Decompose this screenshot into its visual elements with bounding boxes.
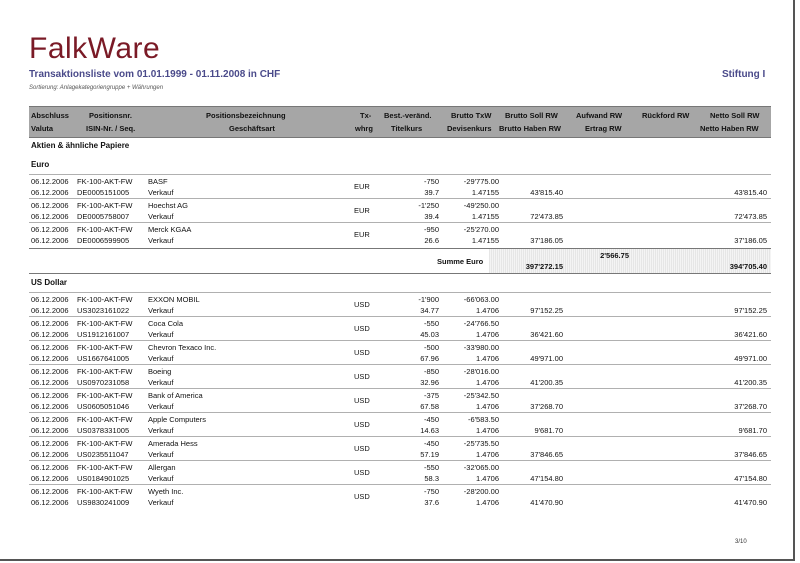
col-tx: Tx-: [360, 111, 372, 120]
valuta-date: 06.12.2006: [31, 188, 69, 197]
brutto-txw: -28'200.00: [463, 487, 499, 496]
currency-code: USD: [354, 492, 370, 501]
col-isin: ISIN-Nr. / Seq.: [86, 124, 136, 133]
title-price: 58.3: [424, 474, 439, 483]
col-abschluss: Abschluss: [31, 111, 69, 120]
table-row: [29, 460, 771, 485]
brutto-haben-rw: 72'473.85: [530, 212, 563, 221]
col-brutto-haben-rw: Brutto Haben RW: [499, 124, 561, 133]
position-name: Bank of America: [148, 391, 203, 400]
table-row: [29, 340, 771, 365]
netto-haben-rw: 37'186.05: [734, 236, 767, 245]
title-price: 26.6: [424, 236, 439, 245]
brutto-txw: -25'342.50: [463, 391, 499, 400]
col-best-veraend: Best.-veränd.: [384, 111, 432, 120]
valuta-date: 06.12.2006: [31, 236, 69, 245]
sum-aufwand: 2'566.75: [600, 251, 629, 260]
col-geschaeftsart: Geschäftsart: [229, 124, 275, 133]
col-positionsbezeichnung: Positionsbezeichnung: [206, 111, 286, 120]
netto-haben-rw: 37'268.70: [734, 402, 767, 411]
currency-code: USD: [354, 420, 370, 429]
position-name: Apple Computers: [148, 415, 206, 424]
netto-haben-rw: 37'846.65: [734, 450, 767, 459]
report-title: Transaktionsliste vom 01.01.1999 - 01.11.2008 in CHF: [29, 69, 281, 80]
exchange-rate: 1.47155: [471, 188, 499, 197]
exchange-rate: 1.47155: [471, 236, 499, 245]
abschluss-date: 06.12.2006: [31, 177, 69, 186]
currency-code: USD: [354, 324, 370, 333]
position-number: FK-100-AKT-FW: [77, 295, 133, 304]
exchange-rate: 1.47155: [471, 212, 499, 221]
brutto-txw: -28'016.00: [463, 367, 499, 376]
abschluss-date: 06.12.2006: [31, 463, 69, 472]
quantity-change: -850: [423, 367, 439, 376]
isin-number: US9830241009: [77, 498, 130, 507]
isin-number: DE0005151005: [77, 188, 130, 197]
netto-haben-rw: 97'152.25: [734, 306, 767, 315]
isin-number: US0970231058: [77, 378, 130, 387]
valuta-date: 06.12.2006: [31, 426, 69, 435]
sum-netto: 394'705.40: [729, 262, 767, 271]
brutto-haben-rw: 9'681.70: [534, 426, 563, 435]
valuta-date: 06.12.2006: [31, 378, 69, 387]
netto-haben-rw: 47'154.80: [734, 474, 767, 483]
brutto-txw: -29'775.00: [463, 177, 499, 186]
quantity-change: -950: [423, 225, 439, 234]
table-row: [29, 316, 771, 341]
position-number: FK-100-AKT-FW: [77, 343, 133, 352]
netto-haben-rw: 43'815.40: [734, 188, 767, 197]
currency-code: USD: [354, 348, 370, 357]
abschluss-date: 06.12.2006: [31, 391, 69, 400]
exchange-rate: 1.4706: [476, 474, 499, 483]
brutto-txw: -32'065.00: [463, 463, 499, 472]
quantity-change: -450: [423, 415, 439, 424]
title-price: 67.58: [420, 402, 439, 411]
sum-label: Summe Euro: [437, 257, 484, 266]
brutto-haben-rw: 97'152.25: [530, 306, 563, 315]
transaction-type: Verkauf: [148, 474, 174, 483]
sum-brutto-haben: 397'272.15: [525, 262, 563, 271]
quantity-change: -1'250: [418, 201, 439, 210]
position-name: EXXON MOBIL: [148, 295, 200, 304]
valuta-date: 06.12.2006: [31, 450, 69, 459]
position-number: FK-100-AKT-FW: [77, 225, 133, 234]
currency-code: USD: [354, 444, 370, 453]
position-name: Hoechst AG: [148, 201, 189, 210]
table-row: [29, 388, 771, 413]
abschluss-date: 06.12.2006: [31, 487, 69, 496]
table-row: [29, 222, 771, 247]
brutto-txw: -6'583.50: [467, 415, 499, 424]
brutto-haben-rw: 37'186.05: [530, 236, 563, 245]
title-price: 34.77: [420, 306, 439, 315]
isin-number: US3023161022: [77, 306, 130, 315]
page-number: 3/10: [735, 539, 747, 545]
column-header-row: [29, 106, 771, 138]
table-row: [29, 364, 771, 389]
valuta-date: 06.12.2006: [31, 330, 69, 339]
transaction-type: Verkauf: [148, 236, 174, 245]
valuta-date: 06.12.2006: [31, 402, 69, 411]
brutto-txw: -33'980.00: [463, 343, 499, 352]
position-name: Boeing: [148, 367, 172, 376]
title-price: 39.4: [424, 212, 439, 221]
position-number: FK-100-AKT-FW: [77, 367, 133, 376]
currency-code: USD: [354, 300, 370, 309]
transaction-type: Verkauf: [148, 330, 174, 339]
position-number: FK-100-AKT-FW: [77, 319, 133, 328]
netto-haben-rw: 36'421.60: [734, 330, 767, 339]
entity-name: Stiftung I: [722, 69, 766, 80]
position-number: FK-100-AKT-FW: [77, 415, 133, 424]
transaction-type: Verkauf: [148, 498, 174, 507]
transaction-type: Verkauf: [148, 212, 174, 221]
brutto-haben-rw: 36'421.60: [530, 330, 563, 339]
col-aufwand-rw: Aufwand RW: [576, 111, 623, 120]
brutto-haben-rw: 47'154.80: [530, 474, 563, 483]
table-row: [29, 292, 771, 317]
valuta-date: 06.12.2006: [31, 498, 69, 507]
position-number: FK-100-AKT-FW: [77, 463, 133, 472]
currency-code: USD: [354, 468, 370, 477]
col-valuta: Valuta: [31, 124, 54, 133]
position-name: Merck KGAA: [148, 225, 192, 234]
currency-title-usd: US Dollar: [31, 278, 68, 287]
isin-number: US0235511047: [77, 450, 129, 459]
brutto-haben-rw: 43'815.40: [530, 188, 563, 197]
valuta-date: 06.12.2006: [31, 474, 69, 483]
abschluss-date: 06.12.2006: [31, 201, 69, 210]
position-number: FK-100-AKT-FW: [77, 177, 133, 186]
isin-number: US1667641005: [77, 354, 130, 363]
exchange-rate: 1.4706: [476, 354, 499, 363]
position-name: BASF: [148, 177, 168, 186]
brutto-txw: -25'735.50: [463, 439, 499, 448]
isin-number: US1912161007: [77, 330, 130, 339]
col-netto-haben-rw: Netto Haben RW: [700, 124, 759, 133]
col-netto-soll-rw: Netto Soll RW: [710, 111, 760, 120]
abschluss-date: 06.12.2006: [31, 343, 69, 352]
quantity-change: -1'900: [418, 295, 439, 304]
title-price: 14.63: [420, 426, 439, 435]
isin-number: US0184901025: [77, 474, 130, 483]
quantity-change: -750: [423, 177, 439, 186]
table-row: [29, 412, 771, 437]
position-name: Wyeth Inc.: [148, 487, 184, 496]
currency-title-euro: Euro: [31, 160, 50, 169]
title-price: 45.03: [420, 330, 439, 339]
abschluss-date: 06.12.2006: [31, 295, 69, 304]
abschluss-date: 06.12.2006: [31, 319, 69, 328]
exchange-rate: 1.4706: [476, 402, 499, 411]
col-rueckford-rw: Rückford RW: [642, 111, 690, 120]
brutto-txw: -66'063.00: [463, 295, 499, 304]
transaction-type: Verkauf: [148, 426, 174, 435]
valuta-date: 06.12.2006: [31, 306, 69, 315]
transaction-type: Verkauf: [148, 188, 174, 197]
position-number: FK-100-AKT-FW: [77, 487, 133, 496]
brutto-haben-rw: 37'846.65: [530, 450, 563, 459]
brutto-haben-rw: 41'200.35: [530, 378, 563, 387]
table-row: [29, 198, 771, 223]
col-ertrag-rw: Ertrag RW: [585, 124, 622, 133]
netto-haben-rw: 41'200.35: [734, 378, 767, 387]
col-titelkurs: Titelkurs: [391, 124, 423, 133]
isin-number: DE0006599905: [77, 236, 130, 245]
brutto-haben-rw: 37'268.70: [530, 402, 563, 411]
currency-code: USD: [354, 372, 370, 381]
exchange-rate: 1.4706: [476, 450, 499, 459]
exchange-rate: 1.4706: [476, 306, 499, 315]
position-number: FK-100-AKT-FW: [77, 439, 133, 448]
abschluss-date: 06.12.2006: [31, 439, 69, 448]
brutto-haben-rw: 49'971.00: [530, 354, 563, 363]
currency-code: EUR: [354, 182, 370, 191]
quantity-change: -450: [423, 439, 439, 448]
exchange-rate: 1.4706: [476, 498, 499, 507]
brutto-txw: -24'766.50: [463, 319, 499, 328]
exchange-rate: 1.4706: [476, 330, 499, 339]
title-price: 32.96: [420, 378, 439, 387]
transaction-type: Verkauf: [148, 306, 174, 315]
currency-code: USD: [354, 396, 370, 405]
isin-number: US0378331005: [77, 426, 130, 435]
quantity-change: -375: [423, 391, 439, 400]
transaction-type: Verkauf: [148, 378, 174, 387]
currency-code: EUR: [354, 206, 370, 215]
quantity-change: -750: [423, 487, 439, 496]
sum-row-euro: [29, 248, 771, 274]
position-name: Coca Cola: [148, 319, 184, 328]
title-price: 37.6: [424, 498, 439, 507]
col-brutto-soll-rw: Brutto Soll RW: [505, 111, 558, 120]
brutto-haben-rw: 41'470.90: [530, 498, 563, 507]
transaction-type: Verkauf: [148, 450, 174, 459]
exchange-rate: 1.4706: [476, 426, 499, 435]
quantity-change: -550: [423, 463, 439, 472]
table-row: [29, 484, 771, 509]
netto-haben-rw: 41'470.90: [734, 498, 767, 507]
netto-haben-rw: 72'473.85: [734, 212, 767, 221]
position-number: FK-100-AKT-FW: [77, 201, 133, 210]
transaction-type: Verkauf: [148, 354, 174, 363]
isin-number: DE0005758007: [77, 212, 130, 221]
currency-code: EUR: [354, 230, 370, 239]
valuta-date: 06.12.2006: [31, 354, 69, 363]
table-row: [29, 436, 771, 461]
exchange-rate: 1.4706: [476, 378, 499, 387]
quantity-change: -500: [423, 343, 439, 352]
brutto-txw: -25'270.00: [463, 225, 499, 234]
col-brutto-txw: Brutto TxW: [451, 111, 492, 120]
col-whrg: whrg: [355, 124, 373, 133]
abschluss-date: 06.12.2006: [31, 225, 69, 234]
position-name: Amerada Hess: [148, 439, 198, 448]
falkware-logo: FalkWare: [29, 32, 161, 65]
title-price: 67.96: [420, 354, 439, 363]
col-positionsnr: Positionsnr.: [89, 111, 132, 120]
netto-haben-rw: 9'681.70: [738, 426, 767, 435]
title-price: 57.19: [420, 450, 439, 459]
abschluss-date: 06.12.2006: [31, 367, 69, 376]
sorting-note: Sortierung: Anlagekategoriengruppe + Währungen: [29, 85, 164, 91]
table-row: [29, 174, 771, 199]
position-number: FK-100-AKT-FW: [77, 391, 133, 400]
col-devisenkurs: Devisenkurs: [447, 124, 492, 133]
abschluss-date: 06.12.2006: [31, 415, 69, 424]
position-name: Allergan: [148, 463, 176, 472]
brutto-txw: -49'250.00: [463, 201, 499, 210]
title-price: 39.7: [424, 188, 439, 197]
isin-number: US0605051046: [77, 402, 130, 411]
section-title: Aktien & ähnliche Papiere: [31, 141, 130, 150]
quantity-change: -550: [423, 319, 439, 328]
position-name: Chevron Texaco Inc.: [148, 343, 217, 352]
netto-haben-rw: 49'971.00: [734, 354, 767, 363]
valuta-date: 06.12.2006: [31, 212, 69, 221]
transaction-type: Verkauf: [148, 402, 174, 411]
